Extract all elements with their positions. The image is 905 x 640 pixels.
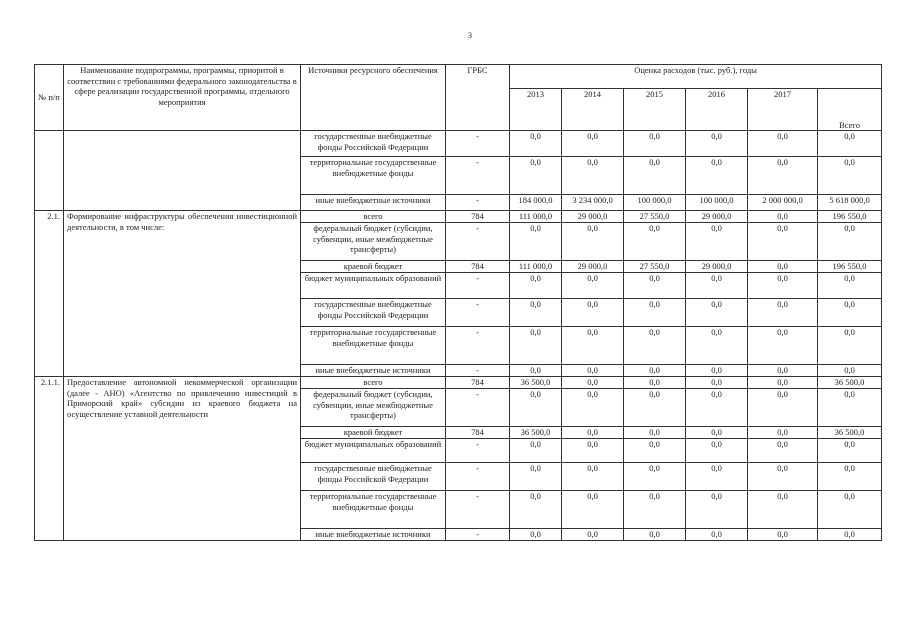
source-cell: всего <box>301 377 446 389</box>
value-cell: 0,0 <box>510 529 562 541</box>
value-cell: 0,0 <box>748 377 818 389</box>
section-number: 2.1.1. <box>35 377 64 541</box>
grbs-cell: - <box>446 195 510 211</box>
source-cell: государственные внебюджетные фонды Российской Федерации <box>301 131 446 157</box>
section-number: 2.1. <box>35 211 64 377</box>
source-cell: территориальные государственные внебюджетные фонды <box>301 157 446 195</box>
value-cell: 0,0 <box>562 463 624 491</box>
value-cell: 0,0 <box>562 131 624 157</box>
value-cell: 0,0 <box>562 439 624 463</box>
source-cell: федеральный бюджет (субсидии, субвенции, иные межбюджетные трансферты) <box>301 223 446 261</box>
value-cell: 184 000,0 <box>510 195 562 211</box>
value-cell: 0,0 <box>686 389 748 427</box>
value-cell: 0,0 <box>818 529 882 541</box>
value-cell: 111 000,0 <box>510 211 562 223</box>
value-cell: 36 500,0 <box>818 427 882 439</box>
value-cell: 0,0 <box>624 529 686 541</box>
value-cell: 0,0 <box>686 529 748 541</box>
source-cell: территориальные государственные внебюджетные фонды <box>301 491 446 529</box>
value-cell: 36 500,0 <box>510 377 562 389</box>
value-cell: 0,0 <box>562 327 624 365</box>
value-cell: 0,0 <box>818 463 882 491</box>
value-cell: 0,0 <box>510 299 562 327</box>
source-cell: краевой бюджет <box>301 427 446 439</box>
year-header: 2017 <box>748 89 818 131</box>
value-cell: 0,0 <box>686 223 748 261</box>
value-cell: 0,0 <box>510 157 562 195</box>
value-cell: 0,0 <box>748 299 818 327</box>
value-cell: 0,0 <box>510 131 562 157</box>
value-cell: 0,0 <box>818 439 882 463</box>
value-cell: 0,0 <box>624 365 686 377</box>
col-source-header: Источники ресурсного обеспечения <box>301 65 446 131</box>
value-cell: 0,0 <box>818 299 882 327</box>
value-cell: 0,0 <box>510 273 562 299</box>
year-header: 2013 <box>510 89 562 131</box>
value-cell: 0,0 <box>562 427 624 439</box>
budget-table <box>34 64 882 541</box>
grbs-cell: 784 <box>446 427 510 439</box>
value-cell: 27 550,0 <box>624 211 686 223</box>
value-cell: 0,0 <box>818 491 882 529</box>
source-cell: иные внебюджетные источники <box>301 195 446 211</box>
grbs-cell: - <box>446 463 510 491</box>
col-name-header: Наименование подпрограммы, программы, приоритой в соответствии с требованиями федерального законодательства в сфере реализации государственной программы, отдельного мероприятия <box>64 65 301 131</box>
value-cell: 0,0 <box>818 223 882 261</box>
value-cell: 36 500,0 <box>510 427 562 439</box>
value-cell: 0,0 <box>624 327 686 365</box>
source-cell: краевой бюджет <box>301 261 446 273</box>
value-cell: 0,0 <box>562 377 624 389</box>
value-cell: 0,0 <box>510 389 562 427</box>
col-estimate-header: Оценка расходов (тыс. руб.), годы <box>510 65 882 89</box>
grbs-cell: 784 <box>446 261 510 273</box>
value-cell: 0,0 <box>624 131 686 157</box>
value-cell: 3 234 000,0 <box>562 195 624 211</box>
value-cell: 0,0 <box>686 131 748 157</box>
value-cell: 0,0 <box>510 491 562 529</box>
source-cell: бюджет муниципальных образований <box>301 273 446 299</box>
grbs-cell: 784 <box>446 211 510 223</box>
section-name: Предоставление автономной некоммерческой организации (далее - АНО) «Агентство по привлечению инвестиций в Приморский край» субсидии из краевого бюджета на осуществление уставной деятельности <box>64 377 301 541</box>
value-cell: 0,0 <box>686 463 748 491</box>
empty-number-cell <box>35 131 64 211</box>
source-cell: территориальные государственные внебюджетные фонды <box>301 327 446 365</box>
value-cell: 0,0 <box>562 365 624 377</box>
grbs-cell: - <box>446 529 510 541</box>
table-row <box>35 211 882 223</box>
grbs-cell: 784 <box>446 377 510 389</box>
value-cell: 0,0 <box>624 273 686 299</box>
value-cell: 0,0 <box>686 439 748 463</box>
value-cell: 196 550,0 <box>818 211 882 223</box>
value-cell: 27 550,0 <box>624 261 686 273</box>
year-header: 2016 <box>686 89 748 131</box>
value-cell: 0,0 <box>748 529 818 541</box>
value-cell: 0,0 <box>624 299 686 327</box>
value-cell: 0,0 <box>748 273 818 299</box>
value-cell: 0,0 <box>686 365 748 377</box>
value-cell: 29 000,0 <box>562 261 624 273</box>
grbs-cell: - <box>446 389 510 427</box>
grbs-cell: - <box>446 365 510 377</box>
source-cell: иные внебюджетные источники <box>301 529 446 541</box>
grbs-cell: - <box>446 491 510 529</box>
source-cell: всего <box>301 211 446 223</box>
grbs-cell: - <box>446 131 510 157</box>
value-cell: 0,0 <box>748 427 818 439</box>
value-cell: 0,0 <box>748 491 818 529</box>
source-cell: государственные внебюджетные фонды Российской Федерации <box>301 463 446 491</box>
value-cell: 0,0 <box>818 365 882 377</box>
value-cell: 0,0 <box>686 491 748 529</box>
value-cell: 0,0 <box>624 223 686 261</box>
value-cell: 0,0 <box>686 299 748 327</box>
value-cell: 0,0 <box>818 157 882 195</box>
empty-name-cell <box>64 131 301 211</box>
value-cell: 0,0 <box>510 439 562 463</box>
value-cell: 100 000,0 <box>624 195 686 211</box>
col-no-header: № п/п <box>35 65 64 131</box>
value-cell: 0,0 <box>562 273 624 299</box>
value-cell: 0,0 <box>562 157 624 195</box>
value-cell: 100 000,0 <box>686 195 748 211</box>
value-cell: 111 000,0 <box>510 261 562 273</box>
value-cell: 0,0 <box>818 327 882 365</box>
grbs-cell: - <box>446 327 510 365</box>
value-cell: 0,0 <box>748 131 818 157</box>
value-cell: 0,0 <box>818 273 882 299</box>
year-header: 2014 <box>562 89 624 131</box>
grbs-cell: - <box>446 223 510 261</box>
grbs-cell: - <box>446 273 510 299</box>
value-cell: 0,0 <box>624 491 686 529</box>
table-row <box>35 131 882 157</box>
value-cell: 29 000,0 <box>562 211 624 223</box>
value-cell: 29 000,0 <box>686 261 748 273</box>
value-cell: 0,0 <box>510 223 562 261</box>
value-cell: 0,0 <box>748 223 818 261</box>
year-header: 2015 <box>624 89 686 131</box>
value-cell: 0,0 <box>510 327 562 365</box>
value-cell: 0,0 <box>686 157 748 195</box>
value-cell: 0,0 <box>624 439 686 463</box>
value-cell: 0,0 <box>686 273 748 299</box>
value-cell: 0,0 <box>510 463 562 491</box>
value-cell: 2 000 000,0 <box>748 195 818 211</box>
value-cell: 0,0 <box>624 157 686 195</box>
value-cell: 36 500,0 <box>818 377 882 389</box>
table-row <box>35 377 882 389</box>
value-cell: 29 000,0 <box>686 211 748 223</box>
value-cell: 0,0 <box>624 427 686 439</box>
value-cell: 0,0 <box>818 131 882 157</box>
value-cell: 0,0 <box>748 365 818 377</box>
value-cell: 0,0 <box>748 463 818 491</box>
value-cell: 196 550,0 <box>818 261 882 273</box>
value-cell: 0,0 <box>686 427 748 439</box>
value-cell: 0,0 <box>562 491 624 529</box>
value-cell: 0,0 <box>686 327 748 365</box>
value-cell: 0,0 <box>562 389 624 427</box>
value-cell: 0,0 <box>624 377 686 389</box>
source-cell: иные внебюджетные источники <box>301 365 446 377</box>
grbs-cell: - <box>446 299 510 327</box>
value-cell: 0,0 <box>748 439 818 463</box>
value-cell: 0,0 <box>562 223 624 261</box>
value-cell: 0,0 <box>748 327 818 365</box>
grbs-cell: - <box>446 157 510 195</box>
value-cell: 0,0 <box>562 299 624 327</box>
source-cell: бюджет муниципальных образований <box>301 439 446 463</box>
value-cell: 0,0 <box>748 157 818 195</box>
value-cell: 0,0 <box>748 389 818 427</box>
section-name: Формирование инфраструктуры обеспечения инвестиционной деятельности, в том числе: <box>64 211 301 377</box>
source-cell: государственные внебюджетные фонды Российской Федерации <box>301 299 446 327</box>
page-number: 3 <box>468 31 472 40</box>
value-cell: 0,0 <box>624 463 686 491</box>
grbs-cell: - <box>446 439 510 463</box>
value-cell: 0,0 <box>624 389 686 427</box>
value-cell: 0,0 <box>818 389 882 427</box>
total-header: Всего <box>818 89 882 131</box>
value-cell: 0,0 <box>748 261 818 273</box>
value-cell: 5 618 000,0 <box>818 195 882 211</box>
value-cell: 0,0 <box>748 211 818 223</box>
value-cell: 0,0 <box>686 377 748 389</box>
col-grbs-header: ГРБС <box>446 65 510 131</box>
source-cell: федеральный бюджет (субсидии, субвенции, иные межбюджетные трансферты) <box>301 389 446 427</box>
value-cell: 0,0 <box>562 529 624 541</box>
header-row <box>35 65 882 89</box>
value-cell: 0,0 <box>510 365 562 377</box>
